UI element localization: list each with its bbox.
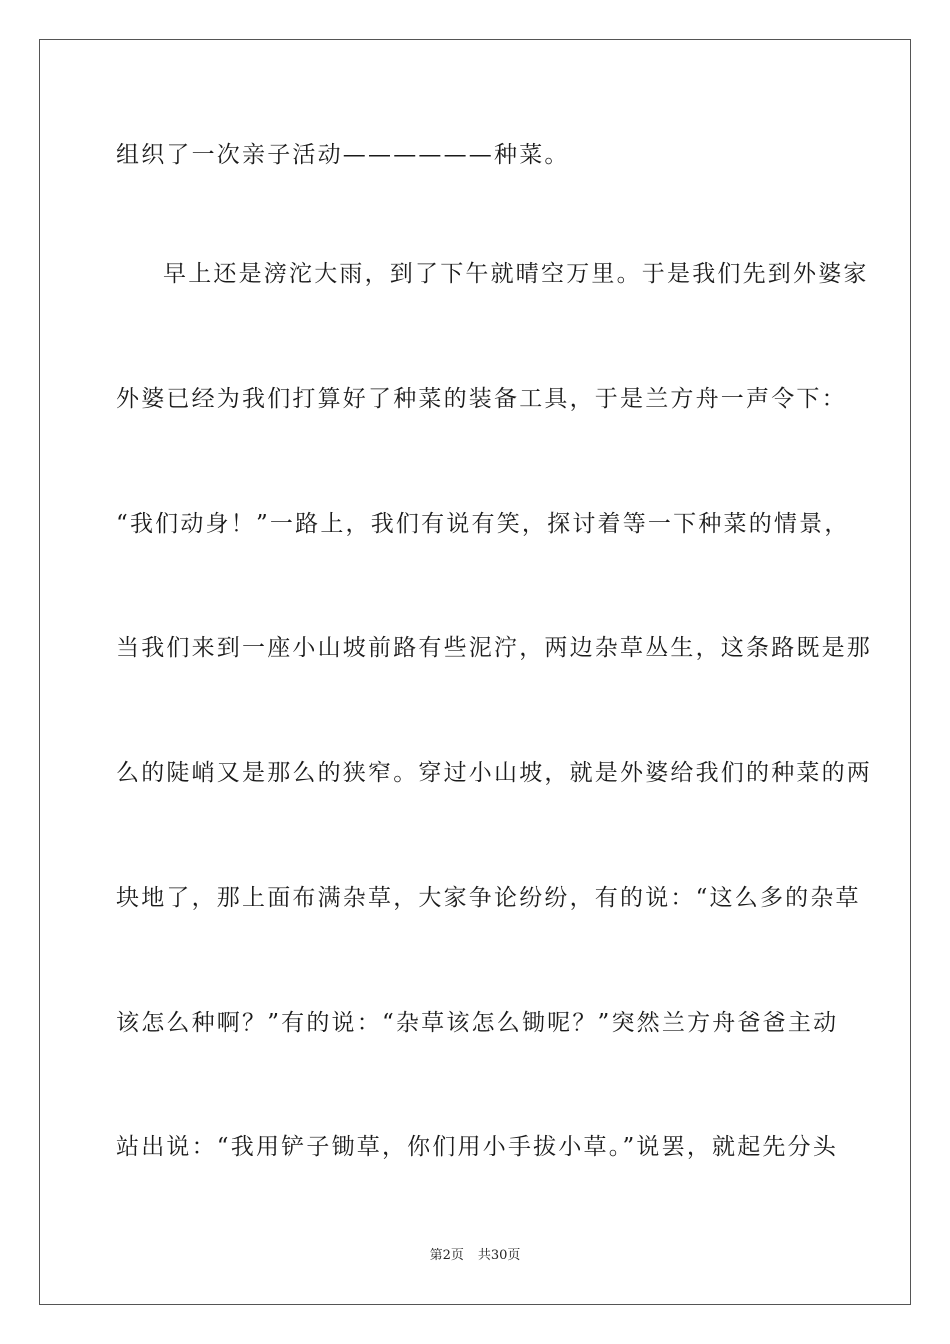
page-border [39,39,911,1305]
paragraph-line: 早上还是滂沱大雨，到了下午就晴空万里。于是我们先到外婆家 [163,261,869,287]
paragraph-line: 该怎么种啊？”有的说：“杂草该怎么锄呢？”突然兰方舟爸爸主动 [116,1010,839,1036]
paragraph-line: 组织了一次亲子活动——————种菜。 [116,142,570,168]
paragraph-line: “我们动身！”一路上，我们有说有笑，探讨着等一下种菜的情景， [116,511,850,537]
page-footer [0,1246,950,1266]
page-total: 共30页 [477,1248,521,1263]
paragraph-line: 站出说：“我用铲子锄草，你们用小手拔小草。”说罢，就起先分头 [116,1134,839,1160]
page-number: 第2页 [429,1248,464,1263]
paragraph-line: 么的陡峭又是那么的狭窄。穿过小山坡，就是外婆给我们的种菜的两 [116,760,872,786]
paragraph-line: 块地了，那上面布满杂草，大家争论纷纷，有的说：“这么多的杂草 [116,885,861,911]
paragraph-line: 外婆已经为我们打算好了种菜的装备工具，于是兰方舟一声令下： [116,386,847,412]
paragraph-line: 当我们来到一座小山坡前路有些泥泞，两边杂草丛生，这条路既是那 [116,635,872,661]
